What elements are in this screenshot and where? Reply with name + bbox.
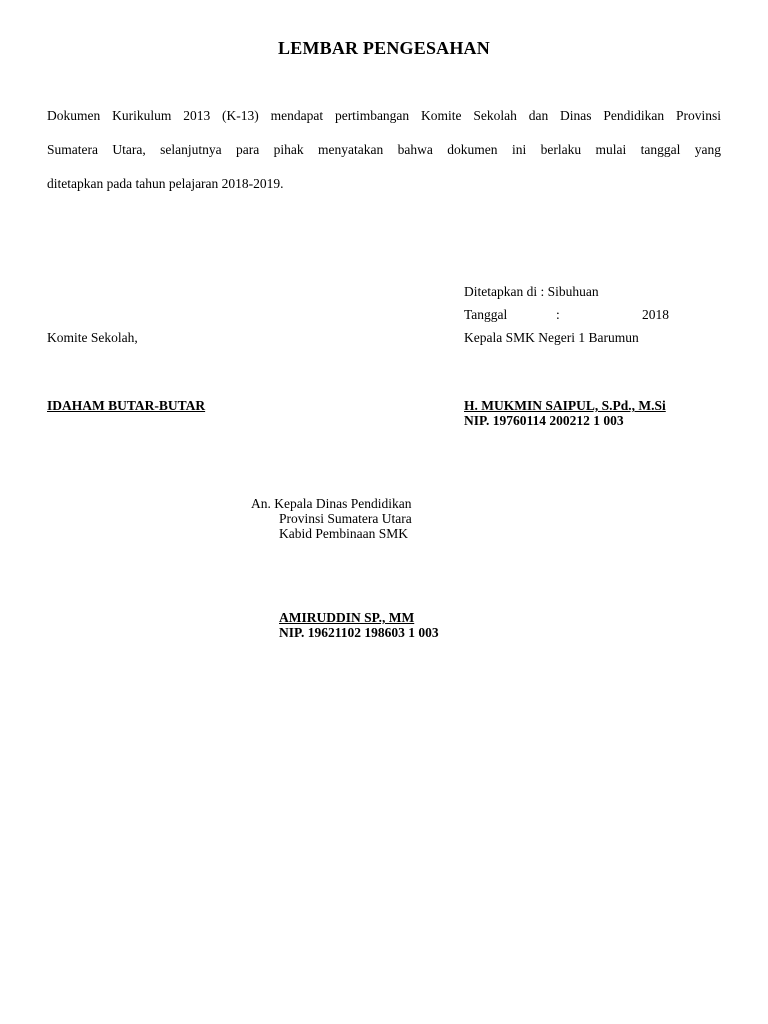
- bottom-signer-line-1: An. Kepala Dinas Pendidikan: [251, 496, 412, 511]
- date-year: 2018: [642, 307, 669, 322]
- paragraph-line-2: Sumatera Utara, selanjutnya para pihak menyatakan bahwa dokumen ini berlaku mulai tanggal yang: [47, 142, 721, 157]
- right-signer-role: Kepala SMK Negeri 1 Barumun: [464, 330, 639, 345]
- left-signer-role: Komite Sekolah,: [47, 330, 138, 345]
- bottom-signer-line-3: Kabid Pembinaan SMK: [279, 526, 408, 541]
- body-paragraph: [47, 99, 721, 201]
- bottom-signer-name: AMIRUDDIN SP., MM: [279, 610, 415, 625]
- place-of-issue: Ditetapkan di : Sibuhuan: [464, 284, 599, 299]
- left-signer-name: IDAHAM BUTAR-BUTAR: [47, 398, 206, 413]
- right-signer-name: H. MUKMIN SAIPUL, S.Pd., M.Si: [464, 398, 666, 413]
- bottom-signer-line-2: Provinsi Sumatera Utara: [279, 511, 412, 526]
- paragraph-line-3: ditetapkan pada tahun pelajaran 2018-2019.: [47, 176, 284, 191]
- document-title: LEMBAR PENGESAHAN: [278, 38, 490, 58]
- date-label: Tanggal: [464, 307, 508, 322]
- right-signer-nip: NIP. 19760114 200212 1 003: [464, 413, 624, 428]
- date-colon: :: [556, 307, 560, 322]
- paragraph-line-1: Dokumen Kurikulum 2013 (K-13) mendapat pertimbangan Komite Sekolah dan Dinas Pendidikan Provinsi: [47, 108, 721, 123]
- bottom-signer-nip: NIP. 19621102 198603 1 003: [279, 625, 439, 640]
